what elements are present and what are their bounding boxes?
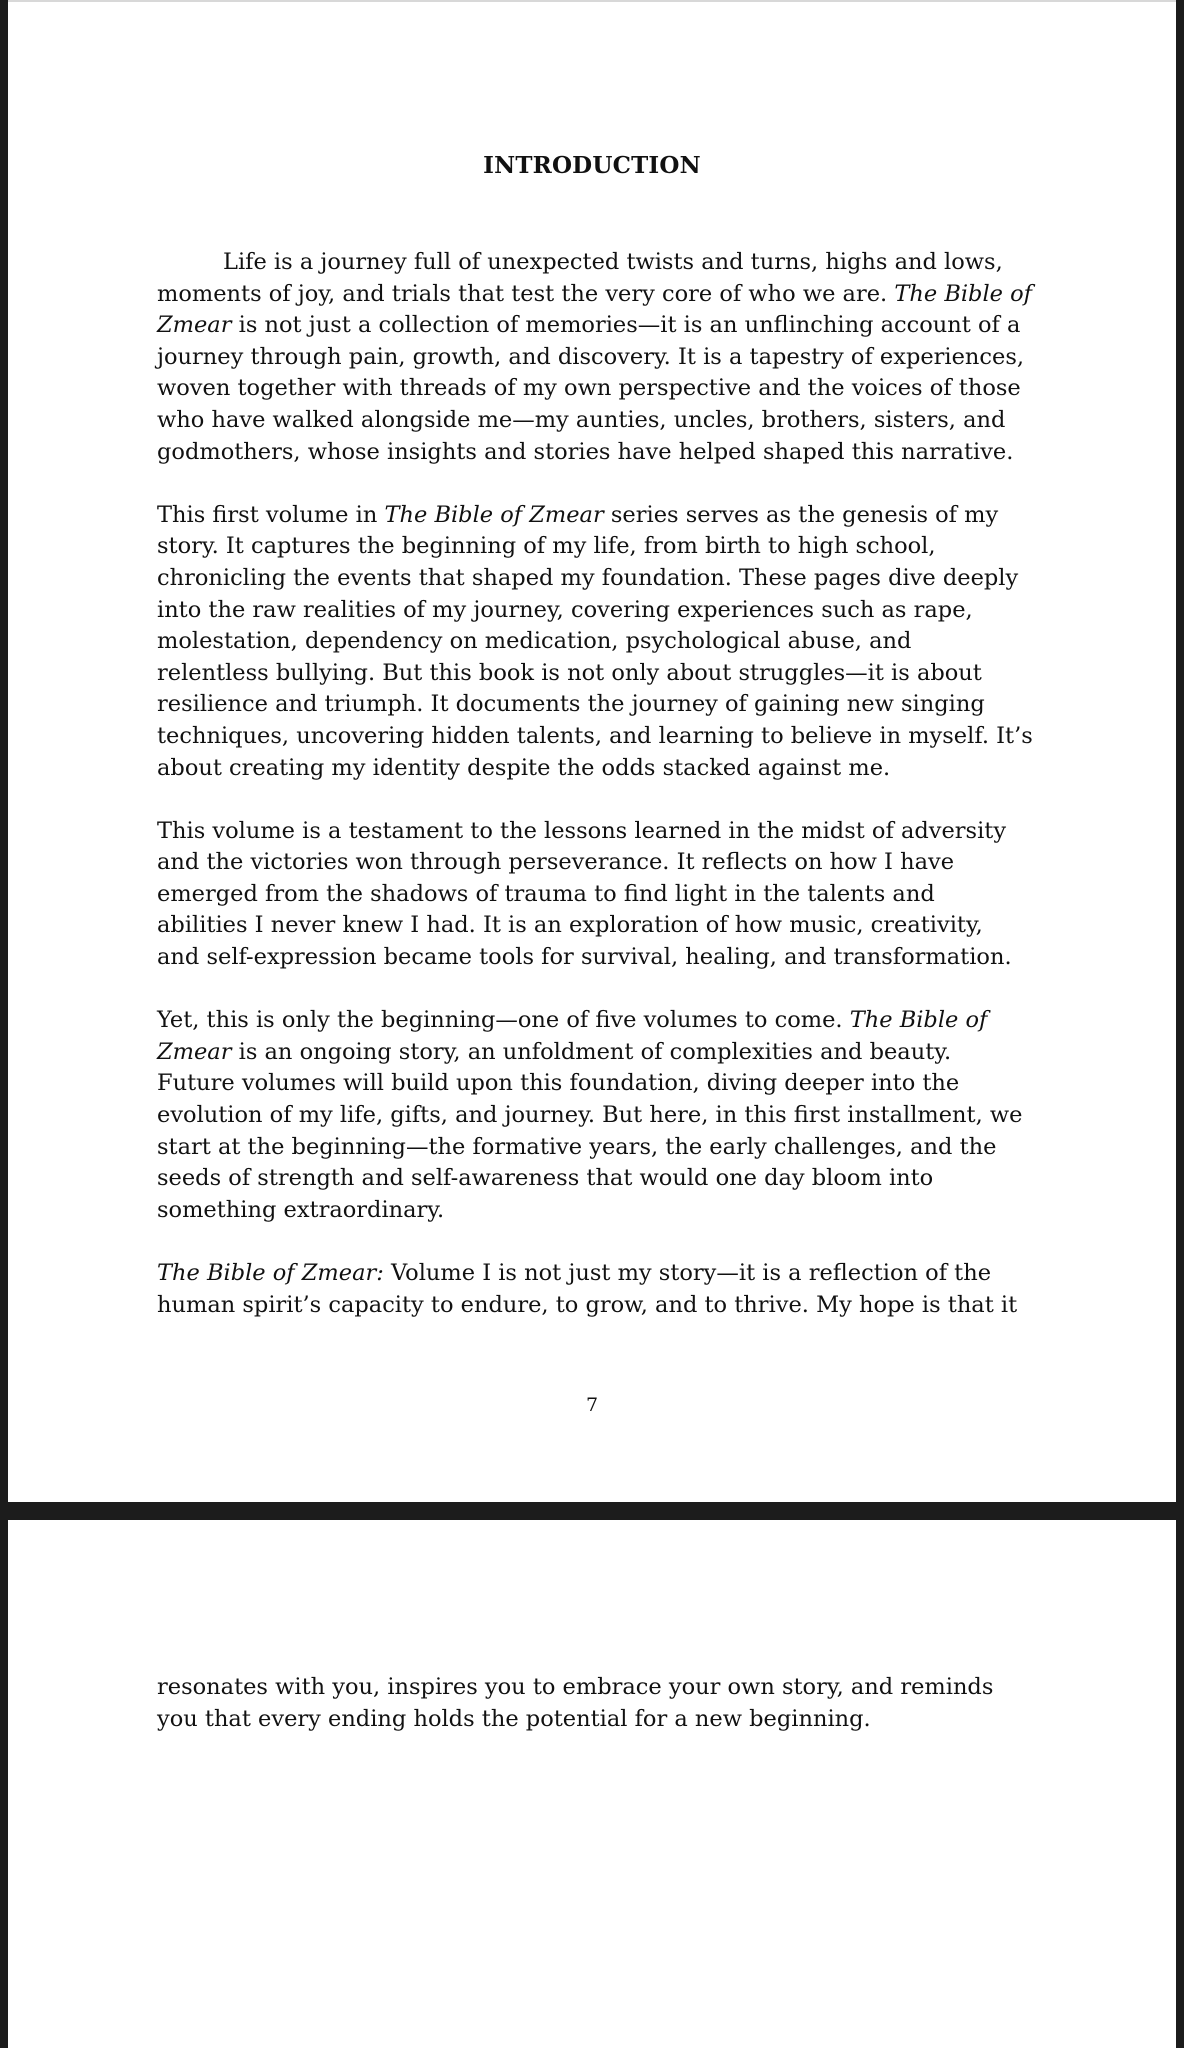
italic-title-text: The Bible of Zmear:	[157, 1260, 384, 1286]
paragraph-text: Volume I is not just my story—it is a reflection of the human spirit’s capacity to endure, to grow, and to thrive. My hope is that it	[157, 1260, 1018, 1318]
italic-title-text: The Bible of Zmear	[157, 280, 1032, 339]
paragraph	[157, 1258, 1039, 1321]
paragraph	[157, 1005, 1039, 1226]
paragraph-text: Life is a journey full of unexpected twists and turns, highs and lows, moments of joy, and trials that test the very core of who we are.	[157, 249, 1003, 307]
page-number: 7	[585, 1394, 599, 1416]
page-body	[157, 1672, 1039, 1767]
page-title: INTRODUCTION	[483, 152, 701, 179]
paragraph	[157, 500, 1039, 784]
paragraph	[157, 816, 1039, 974]
paragraph-text: Yet, this is only the beginning—one of five volumes to come.	[157, 1007, 850, 1034]
paragraph-text: series serves as the genesis of my story. It captures the beginning of my life, from birth to high school, chronicling the events that shaped my foundation. These pages dive deeply into the raw realities of my journey, covering experiences such as rape, molestation, dependency on medication, psychological abuse, and relentless bullying. But this book is not only about struggles—it is about resilience and triumph. It documents the journey of gaining new singing techniques, uncovering hidden talents, and learning to believe in myself. It’s about creating my identity despite the odds stacked against me.	[157, 501, 1033, 781]
paragraph	[157, 247, 1039, 468]
paragraph-text: This volume is a testament to the lessons learned in the midst of adversity and the victories won through perseverance. It reflects on how I have emerged from the shadows of trauma to find light in the talents and abilities I never knew I had. It is an exploration of how music, creativity, and self-expression became tools for survival, healing, and transformation.	[157, 817, 1012, 971]
italic-title-text: The Bible of Zmear	[384, 501, 604, 528]
page-8	[8, 1520, 1176, 2048]
paragraph-text: is not just a collection of memories—it is an unflinching account of a journey through pain, growth, and discovery. It is a tapestry of experiences, woven together with threads of my own perspective and the voices of those who have walked alongside me—my aunties, uncles, brothers, sisters, and godmothers, whose insights and stories have helped shaped this narrative.	[157, 312, 1025, 465]
paragraph-text: is an ongoing story, an unfoldment of complexities and beauty. Future volumes will build upon this foundation, diving deeper into the evolution of my life, gifts, and journey. But here, in this first installment, we start at the beginning—the formative years, the early challenges, and the seeds of strength and self-awareness that would one day bloom into something extraordinary.	[157, 1038, 1023, 1223]
paragraph	[157, 1672, 1039, 1735]
paragraph-text: This first volume in	[157, 501, 385, 528]
paragraph-text: resonates with you, inspires you to embrace your own story, and reminds you that every ending holds the potential for a new beginning.	[157, 1674, 994, 1732]
italic-title-text: The Bible of Zmear	[157, 1007, 988, 1065]
page-7	[8, 0, 1176, 1502]
page-body	[157, 247, 1039, 1353]
